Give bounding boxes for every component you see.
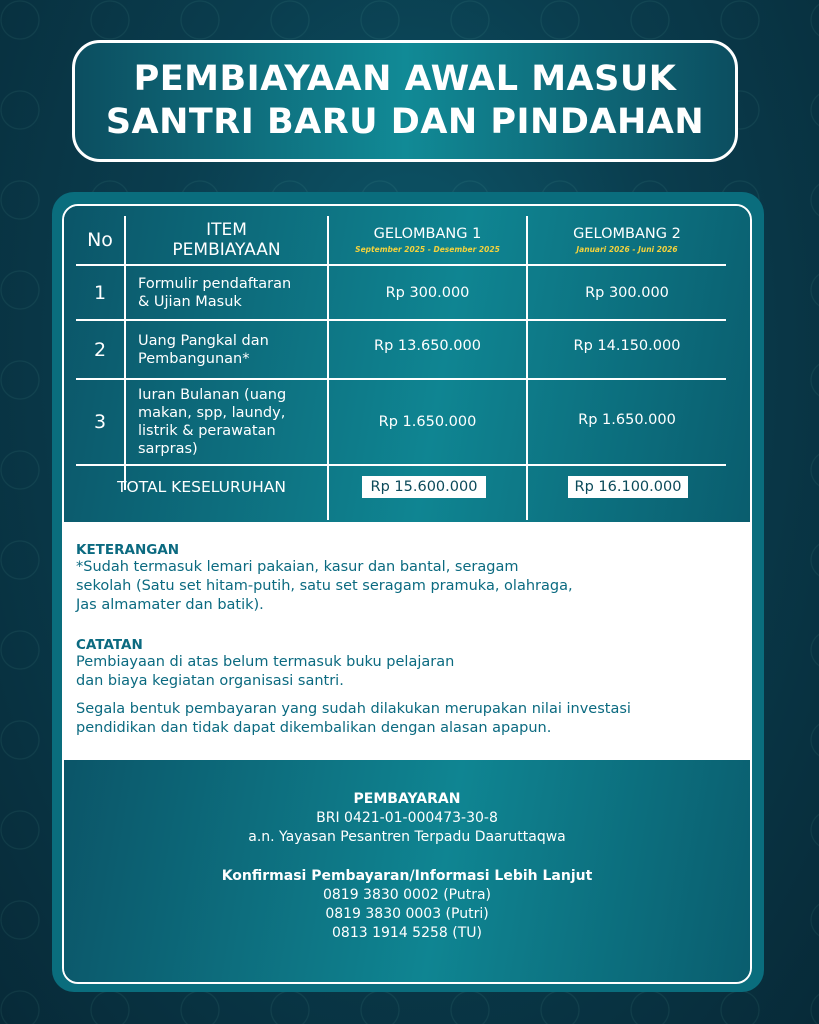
total-label: TOTAL KESELURUHAN <box>117 478 286 496</box>
header-gelombang-1 <box>329 216 526 264</box>
row-3-item-line: listrik & perawatan <box>138 423 276 439</box>
row-1-item-line: Formulir pendaftaran <box>138 275 292 292</box>
total-gel1: Rp 15.600.000 <box>362 476 486 498</box>
gelombang-2-title: GELOMBANG 2 <box>573 226 681 242</box>
konfirmasi-title: Konfirmasi Pembayaran/Informasi Lebih Lanjut <box>221 868 593 884</box>
total-gel2: Rp 16.100.000 <box>568 476 688 498</box>
row-1-item-line: & Ujian Masuk <box>138 293 242 310</box>
row-3-gel2: Rp 1.650.000 <box>578 412 676 428</box>
keterangan-line: Jas almamater dan batik). <box>76 597 264 613</box>
pembayaran-title: PEMBAYARAN <box>353 791 461 807</box>
pricing-card <box>52 192 764 992</box>
investasi-line: pendidikan dan tidak dapat dikembalikan dengan alasan apapun. <box>76 720 552 736</box>
title-banner <box>72 40 738 162</box>
phone-putri: 0819 3830 0003 (Putri) <box>325 906 489 922</box>
keterangan-line: *Sudah termasuk lemari pakaian, kasur dan bantal, seragam <box>76 559 519 575</box>
keterangan-line: sekolah (Satu set hitam-putih, satu set seragam pramuka, olahraga, <box>76 578 573 594</box>
row-3-item-line: makan, spp, laundy, <box>138 405 286 421</box>
catatan-line: dan biaya kegiatan organisasi santri. <box>76 673 344 689</box>
investasi-line: Segala bentuk pembayaran yang sudah dilakukan merupakan nilai investasi <box>76 701 631 717</box>
row-2-item <box>138 321 327 378</box>
pricing-card-inner <box>62 204 752 984</box>
header-gelombang-2 <box>528 216 726 264</box>
row-2-gel2: Rp 14.150.000 <box>573 338 681 354</box>
row-3-item-line: Iuran Bulanan (uang <box>138 387 287 403</box>
row-1-no: 1 <box>93 281 107 304</box>
phone-tu: 0813 1914 5258 (TU) <box>332 925 482 941</box>
header-item <box>126 216 327 264</box>
row-1-gel1: Rp 300.000 <box>385 284 470 301</box>
bank-account: BRI 0421-01-000473-30-8 <box>316 810 498 826</box>
title-line-2: SANTRI BARU DAN PINDAHAN <box>105 102 705 142</box>
row-3-no: 3 <box>93 411 107 433</box>
row-3-item-line: sarpras) <box>138 441 198 457</box>
row-1-gel2: Rp 300.000 <box>585 284 669 301</box>
row-1-item <box>138 266 327 319</box>
gelombang-1-date: September 2025 - Desember 2025 <box>355 245 500 254</box>
row-2-item-line: Uang Pangkal dan <box>138 332 269 349</box>
notes-section <box>64 522 750 760</box>
row-3-item <box>138 380 327 464</box>
header-item-line-2: PEMBIAYAAN <box>172 240 281 260</box>
phone-putra: 0819 3830 0002 (Putra) <box>322 887 492 903</box>
title-line-1: PEMBIAYAAN AWAL MASUK <box>133 59 677 99</box>
pricing-table <box>64 206 750 522</box>
row-3-gel1: Rp 1.650.000 <box>378 414 477 430</box>
row-2-item-line: Pembangunan* <box>138 350 250 367</box>
row-2-no: 2 <box>93 338 107 361</box>
row-2-gel1: Rp 13.650.000 <box>374 338 481 354</box>
gelombang-2-date: Januari 2026 - Juni 2026 <box>576 245 678 254</box>
keterangan-title: KETERANGAN <box>76 542 180 558</box>
header-item-line-1: ITEM <box>206 220 247 240</box>
account-name: a.n. Yayasan Pesantren Terpadu Daaruttaqwa <box>248 829 566 845</box>
payment-section <box>64 760 750 984</box>
header-no: No <box>87 229 113 251</box>
catatan-title: CATATAN <box>76 637 143 653</box>
catatan-line: Pembiayaan di atas belum termasuk buku pelajaran <box>76 654 455 670</box>
gelombang-1-title: GELOMBANG 1 <box>373 226 482 242</box>
